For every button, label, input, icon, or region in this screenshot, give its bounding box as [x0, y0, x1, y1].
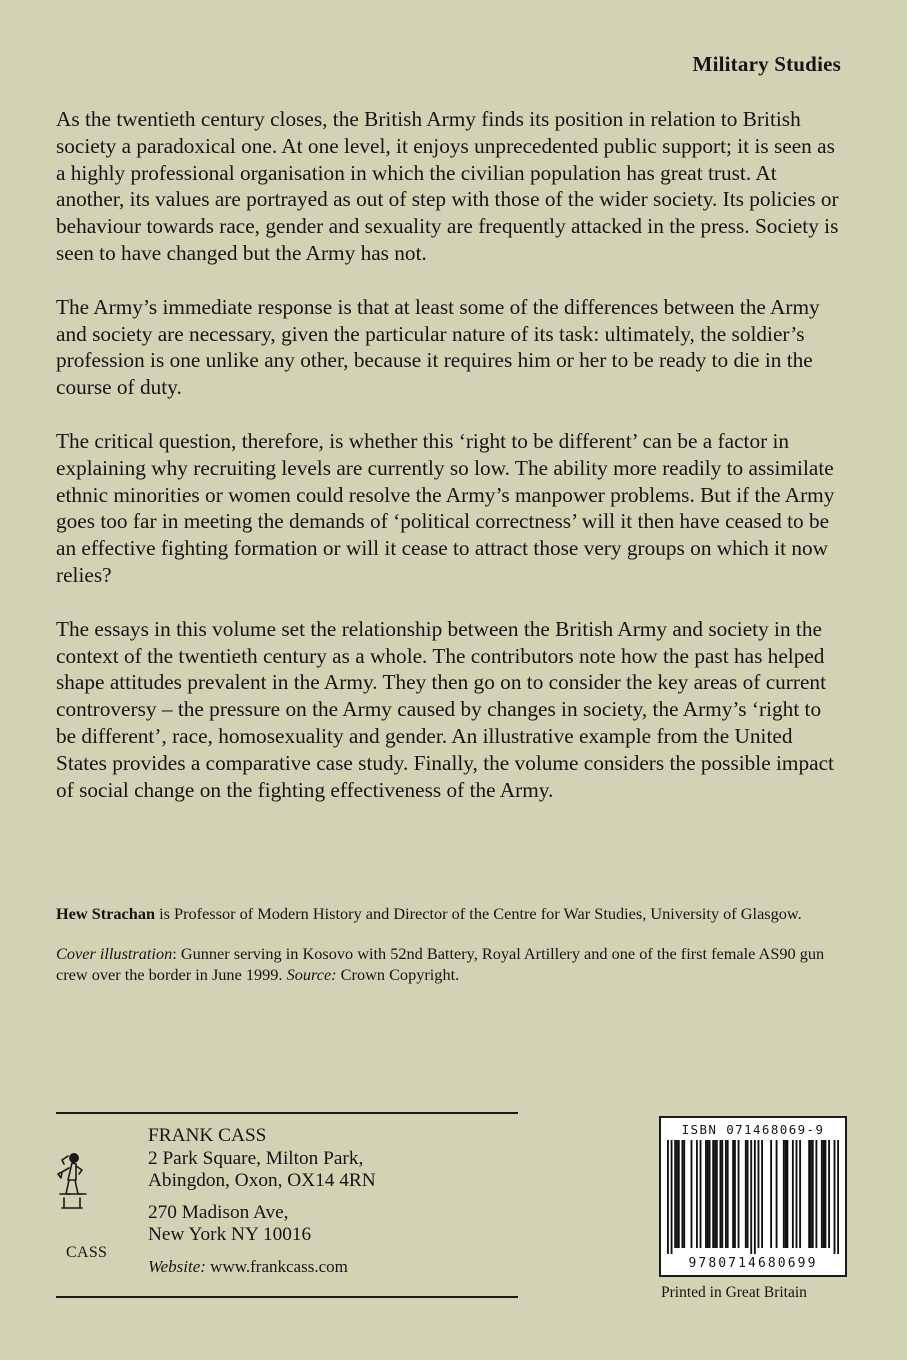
- barcode-bar: [821, 1140, 823, 1248]
- uk-address: [148, 1125, 376, 1193]
- barcode-guard-bar: [837, 1140, 839, 1254]
- blurb-paragraph-2: The Army’s immediate response is that at least some of the differences between the Army and society are necessary, given the particular nature of its task: ultimately, the soldier’s profession is one unlike any other, because it requires him or her to be ready to die in the course of duty.: [56, 294, 820, 400]
- barcode-bar: [676, 1140, 678, 1248]
- barcode-bar: [700, 1140, 702, 1248]
- barcode-bar: [812, 1140, 814, 1248]
- barcode-bars: [667, 1140, 839, 1254]
- cover-credit-text: : Gunner serving in Kosovo with 52nd Battery, Royal Artillery and one of the first female AS90 gun crew over the border in June 1999.: [56, 944, 825, 984]
- us-address-line-2: New York NY 10016: [148, 1224, 312, 1245]
- barcode-bar: [825, 1140, 827, 1248]
- publisher-name: FRANK CASS: [148, 1125, 267, 1146]
- barcode-bar: [720, 1140, 722, 1248]
- barcode-bar: [707, 1140, 709, 1248]
- us-address: [148, 1202, 376, 1247]
- series-title: Military Studies: [692, 52, 841, 76]
- website-url: www.frankcass.com: [205, 1256, 348, 1276]
- barcode-bar: [716, 1140, 718, 1248]
- author-bio-text: is Professor of Modern History and Director of the Centre for War Studies, University of Glasgow.: [155, 904, 802, 923]
- barcode-guard-bar: [667, 1140, 669, 1254]
- barcode-bar: [705, 1140, 707, 1248]
- barcode-bar: [745, 1140, 747, 1248]
- barcode-bar: [796, 1140, 798, 1248]
- barcode-bar: [799, 1140, 801, 1248]
- barcode-bar: [783, 1140, 785, 1248]
- barcode-bar: [823, 1140, 825, 1248]
- website-label: Website:: [148, 1256, 206, 1276]
- barcode-bar: [792, 1140, 794, 1248]
- barcode-bar: [828, 1140, 830, 1248]
- publisher-logo-icon: [52, 1148, 92, 1212]
- barcode-bar: [758, 1140, 760, 1248]
- author-bio: [56, 903, 846, 924]
- printed-in: Printed in Great Britain: [661, 1284, 807, 1301]
- barcode-guard-bar: [754, 1140, 756, 1254]
- barcode-bar: [785, 1140, 787, 1248]
- barcode-bar: [674, 1140, 676, 1248]
- barcode-bar: [734, 1140, 736, 1248]
- barcode-bar: [776, 1140, 778, 1248]
- barcode-bar: [732, 1140, 734, 1248]
- barcode-bar: [747, 1140, 749, 1248]
- barcode-bar: [770, 1140, 772, 1248]
- publisher-address: [148, 1125, 376, 1278]
- author-name: Hew Strachan: [56, 904, 156, 923]
- barcode-bar: [727, 1140, 729, 1248]
- barcode-bar: [725, 1140, 727, 1248]
- barcode-bar: [815, 1140, 817, 1248]
- barcode-guard-bar: [750, 1140, 752, 1254]
- blurb-paragraph-3: The critical question, therefore, is whether this ‘right to be different’ can be a factor in explaining why recruiting levels are currently so low. The ability more readily to assimilate ethnic minorities or women could resolve the Army’s manpower problems. But if the Army goes too far in meeting the demands of ‘political correctness’ will it then have ceased to be an effective fighting formation or will it cease to attract those very groups on which it now relies?: [56, 428, 835, 587]
- uk-address-line-1: 2 Park Square, Milton Park,: [148, 1147, 364, 1169]
- cover-credit: [56, 943, 846, 985]
- source-text: Crown Copyright.: [336, 965, 460, 984]
- blurb-paragraph-1: As the twentieth century closes, the British Army finds its position in relation to British society a paradoxical one. At one level, it enjoys unprecedented public support; it is seen as a highly professional organisation in which the civilian population has great trust. At another, its values are portrayed as out of step with those of the wider society. Its policies or behaviour towards race, gender and sexuality are frequently attacked in the press. Society is seen to have changed but the Army has not.: [56, 107, 839, 265]
- blurb-paragraph-4: The essays in this volume set the relationship between the British Army and society in the context of the twentieth century as a whole. The contributors note how the past has helped shape attitudes prevalent in the Army. They then go on to consider the key areas of current controversy – the pressure on the Army caused by changes in society, the Army’s ‘right to be different’, race, homosexuality and gender. An illustrative example from the United States provides a comparative case study. Finally, the volume considers the possible impact of social change on the fighting effectiveness of the Army.: [56, 616, 834, 802]
- publisher-logo-word: CASS: [66, 1244, 108, 1261]
- barcode-bar: [678, 1140, 680, 1248]
- us-address-line-1: 270 Madison Ave,: [148, 1201, 289, 1223]
- blurb: [56, 106, 846, 830]
- barcode-bar: [738, 1140, 740, 1248]
- barcode-guard-bar: [671, 1140, 673, 1254]
- barcode-guard-bar: [834, 1140, 836, 1254]
- barcode: [659, 1116, 847, 1277]
- source-label: Source:: [286, 965, 337, 984]
- barcode-bar: [714, 1140, 716, 1248]
- barcode-bar: [786, 1140, 788, 1248]
- isbn-label: ISBN 071468069-9: [681, 1122, 825, 1137]
- barcode-bar: [683, 1140, 685, 1248]
- barcode-bar: [691, 1140, 693, 1248]
- publisher-rule-top: [56, 1112, 518, 1114]
- publisher-website: [148, 1256, 376, 1279]
- barcode-bar: [709, 1140, 711, 1248]
- cover-credit-label: Cover illustration: [56, 944, 173, 963]
- barcode-bar: [721, 1140, 723, 1248]
- publisher-rule-bottom: [56, 1296, 518, 1298]
- ean-number: 9780714680699: [688, 1256, 818, 1271]
- barcode-bar: [810, 1140, 812, 1248]
- barcode-bar: [712, 1140, 714, 1248]
- uk-address-line-2: Abingdon, Oxon, OX14 4RN: [148, 1170, 376, 1191]
- barcode-bar: [761, 1140, 763, 1248]
- barcode-bar: [808, 1140, 810, 1248]
- author-info: [56, 903, 846, 1004]
- barcode-bar: [696, 1140, 698, 1248]
- barcode-bar: [681, 1140, 683, 1248]
